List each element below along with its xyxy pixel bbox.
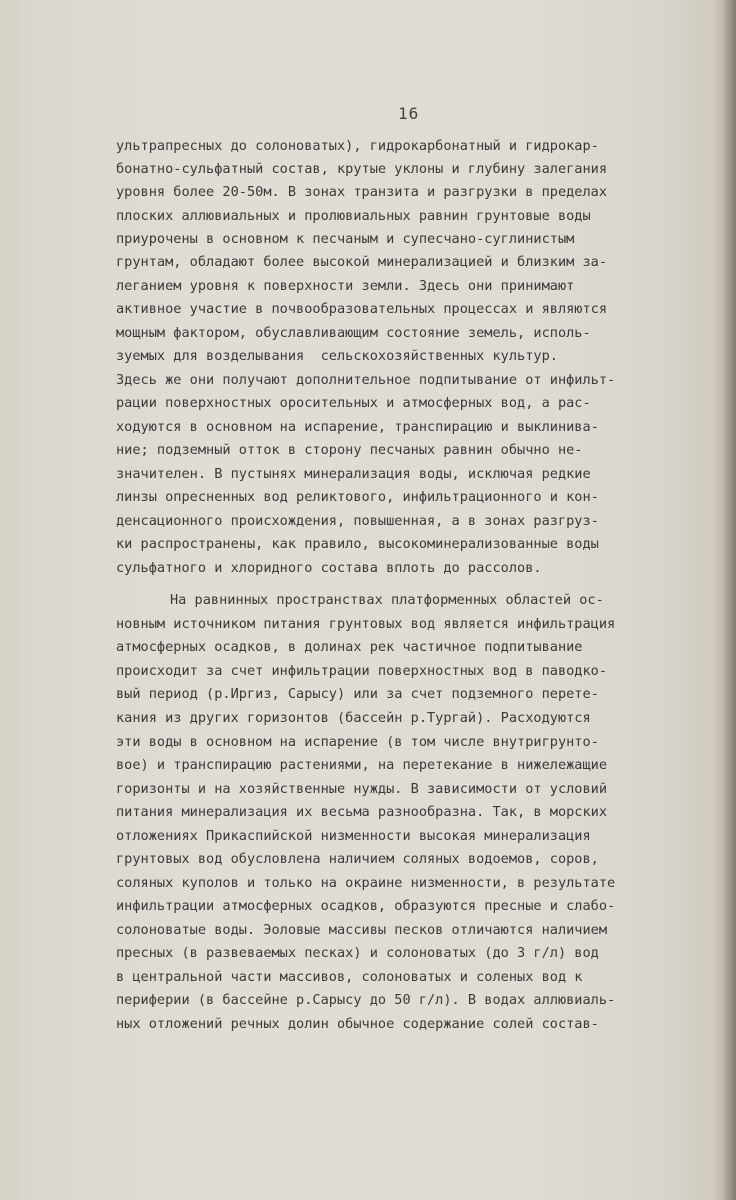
text-line: активное участие в почвообразовательных процессах и являются <box>116 301 608 317</box>
paragraph-first-line: На равнинных пространствах платформенных областей ос- <box>170 592 604 608</box>
text-line: значителен. В пустынях минерализация воды, исключая редкие <box>116 466 591 482</box>
text-line: Здесь же они получают дополнительное подпитывание от инфильт- <box>116 372 616 388</box>
text-line: ультрапресных до солоноватых), гидрокарбонатный и гидрокар- <box>116 138 599 154</box>
text-line: вый период (р.Иргиз, Сарысу) или за счет подземного перете- <box>116 686 599 702</box>
text-line: плоских аллювиальных и пролювиальных равнин грунтовые воды <box>116 208 591 224</box>
text-line: грунтовых вод обусловлена наличием соляных водоемов, соров, <box>116 851 599 867</box>
text-line: эти воды в основном на испарение (в том числе внутригрунто- <box>116 734 599 750</box>
text-line: зуемых для возделывания сельскохозяйственных культур. <box>116 348 558 364</box>
page-edge-shadow <box>722 0 736 1200</box>
text-line: в центральной части массивов, солоноватых и соленых вод к <box>116 969 583 985</box>
text-line: мощным фактором, обуславливающим состояние земель, исполь- <box>116 325 591 341</box>
text-line: кания из других горизонтов (бассейн р.Тургай). Расходуются <box>116 710 591 726</box>
text-line: пресных (в развеваемых песках) и солоноватых (до 3 г/л) вод <box>116 945 599 961</box>
text-line: питания минерализация их весьма разнообразна. Так, в морских <box>116 804 608 820</box>
text-line: соляных куполов и только на окраине низменности, в результате <box>116 875 616 891</box>
text-line: ние; подземный отток в сторону песчаных равнин обычно не- <box>116 442 583 458</box>
text-line: денсационного происхождения, повышенная, а в зонах разгруз- <box>116 513 599 529</box>
text-line: периферии (в бассейне р.Сарысу до 50 г/л). В водах аллювиаль- <box>116 992 616 1008</box>
text-line: рации поверхностных оросительных и атмосферных вод, а рас- <box>116 395 591 411</box>
text-line: солоноватые воды. Эоловые массивы песков отличаются наличием <box>116 922 608 938</box>
text-line: уровня более 20-50м. В зонах транзита и разгрузки в пределах <box>116 184 608 200</box>
text-line: ходуются в основном на испарение, транспирацию и выклинива- <box>116 419 599 435</box>
text-line: бонатно-сульфатный состав, крутые уклоны и глубину залегания <box>116 161 608 177</box>
text-line: вое) и транспирацию растениями, на перетекание в нижележащие <box>116 757 608 773</box>
text-line: горизонты и на хозяйственные нужды. В зависимости от условий <box>116 781 608 797</box>
text-line: инфильтрации атмосферных осадков, образуются пресные и слабо- <box>116 898 616 914</box>
text-line: леганием уровня к поверхности земли. Здесь они принимают <box>116 278 575 294</box>
text-line: сульфатного и хлоридного состава вплоть до рассолов. <box>116 560 542 576</box>
text-line: атмосферных осадков, в долинах рек частичное подпитывание <box>116 639 583 655</box>
text-line: происходит за счет инфильтрации поверхностных вод в паводко- <box>116 663 608 679</box>
page-number: 16 <box>398 104 420 123</box>
text-line: ных отложений речных долин обычное содержание солей состав- <box>116 1016 599 1032</box>
text-line: отложениях Прикаспийской низменности высокая минерализация <box>116 828 591 844</box>
text-line: линзы опресненных вод реликтового, инфильтрационного и кон- <box>116 489 599 505</box>
text-line: новным источником питания грунтовых вод является инфильтрация <box>116 616 616 632</box>
text-line: грунтам, обладают более высокой минерализацией и близким за- <box>116 254 608 270</box>
text-line: приурочены в основном к песчаным и супесчано-суглинистым <box>116 231 575 247</box>
text-line: ки распространены, как правило, высокоминерализованные воды <box>116 536 599 552</box>
